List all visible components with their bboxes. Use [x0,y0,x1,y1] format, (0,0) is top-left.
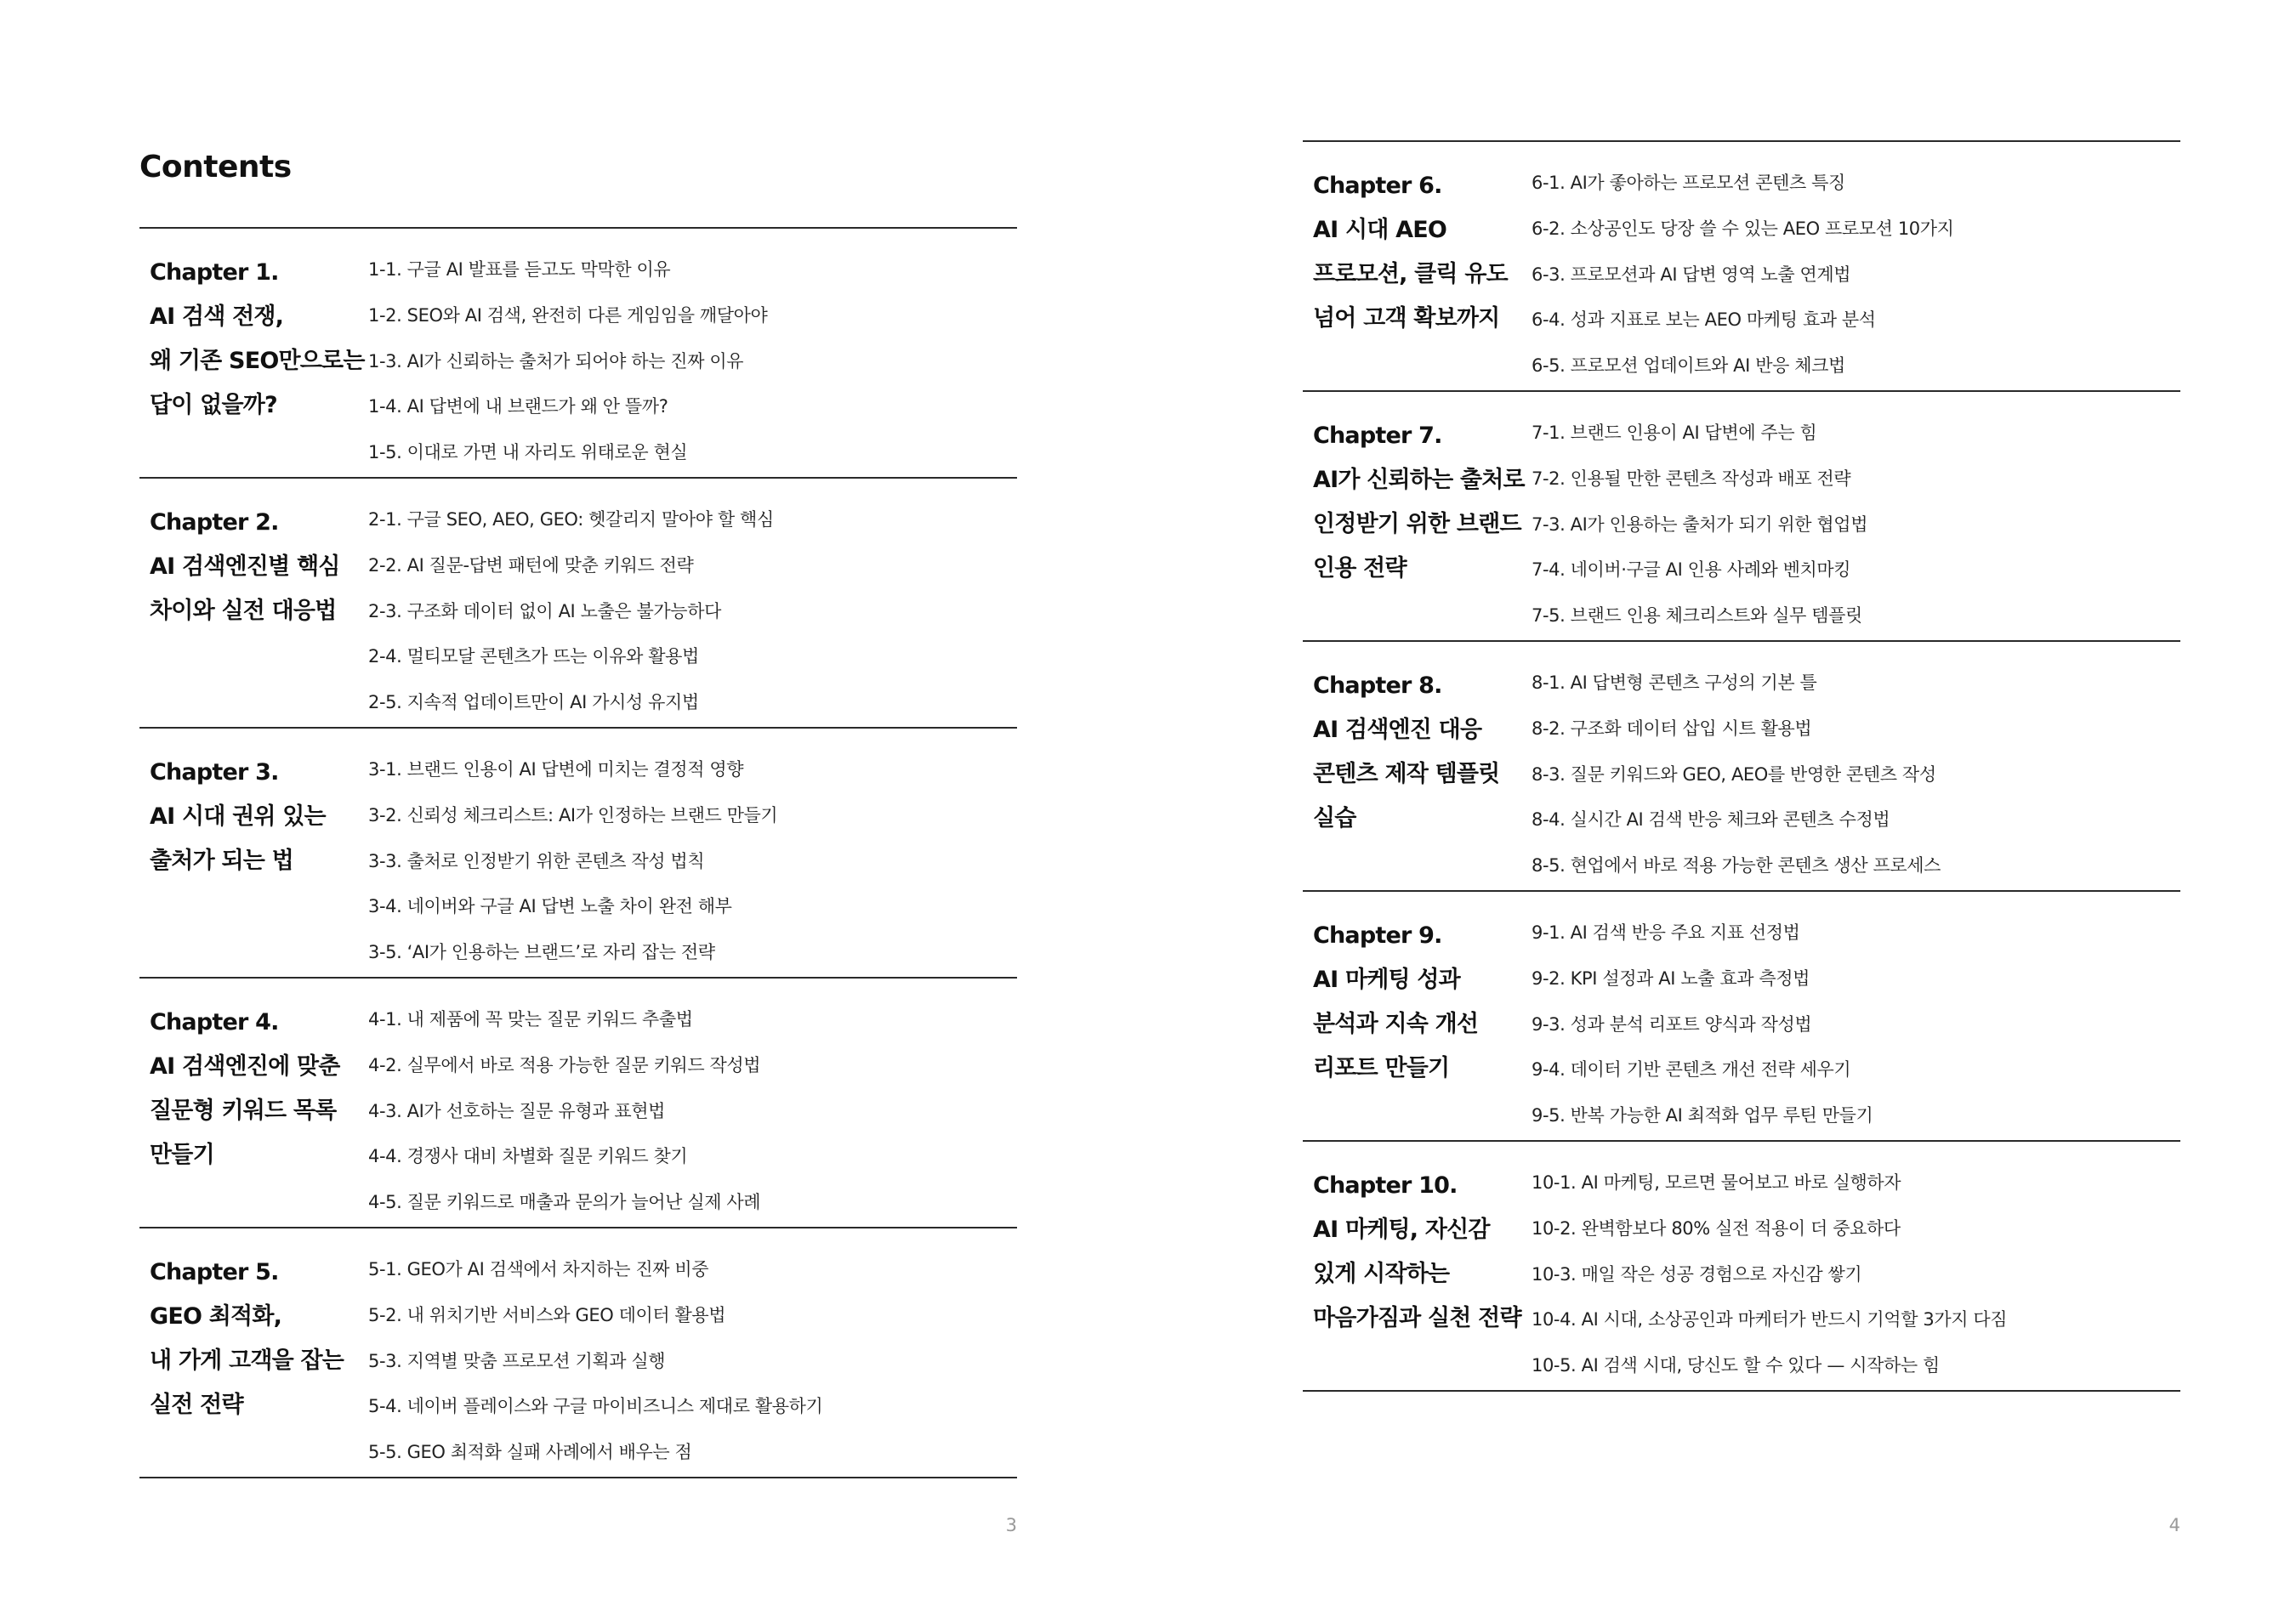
chapter-title-line: 인정받기 위한 브랜드 [1313,511,1521,537]
chapter-header [139,979,368,1227]
chapter-header [1303,142,1532,390]
section-item: 5-2. 내 위치기반 서비스와 GEO 데이터 활용법 [368,1304,726,1325]
section-item: 5-3. 지역별 맞춤 프로모션 기획과 실행 [368,1350,666,1371]
section-item: 3-4. 네이버와 구글 AI 답변 노출 차이 완전 해부 [368,896,732,917]
chapter-number: Chapter 7. [1313,423,1442,449]
chapter-header [139,1228,368,1477]
chapter-title-line: 질문형 키워드 목록 [150,1098,337,1124]
section-list [1532,142,2180,390]
chapter-title-line: AI 마케팅, 자신감 [1313,1217,1490,1243]
section-item: 3-5. ‘AI가 인용하는 브랜드’로 자리 잡는 전략 [368,942,715,963]
chapter-title-line: 실전 전략 [150,1392,243,1418]
section-item: 10-2. 완벽함보다 80% 실전 적용이 더 중요하다 [1532,1217,1901,1239]
section-item: 2-2. AI 질문-답변 패턴에 맞춘 키워드 전략 [368,554,694,576]
section-list [368,729,1017,977]
section-list [368,479,1017,727]
toc-right [1303,140,2180,1392]
chapter-title-line: AI 검색엔진에 맞춘 [150,1053,340,1080]
chapter-header [1303,892,1532,1140]
chapter-title-line: 콘텐츠 제작 템플릿 [1313,761,1500,787]
chapter-title-line: AI 검색엔진별 핵심 [150,553,340,580]
section-item: 5-4. 네이버 플레이스와 구글 마이비즈니스 제대로 활용하기 [368,1396,823,1417]
section-item: 1-2. SEO와 AI 검색, 완전히 다른 게임임을 깨달아야 [368,304,768,326]
section-item: 2-1. 구글 SEO, AEO, GEO: 헷갈리지 말아야 할 핵심 [368,509,774,530]
chapter-number: Chapter 6. [1313,173,1442,199]
section-item: 5-5. GEO 최적화 실패 사례에서 배우는 점 [368,1442,692,1463]
chapter-title-line: AI 시대 AEO [1313,217,1446,243]
section-item: 6-1. AI가 좋아하는 프로모션 콘텐츠 특징 [1532,173,1845,193]
chapter-title-line: 왜 기존 SEO만으로는 [150,348,365,374]
section-list [1532,642,2180,890]
chapter-8 [1303,642,2180,892]
section-item: 9-1. AI 검색 반응 주요 지표 선정법 [1532,922,1800,943]
chapter-title-line: AI가 신뢰하는 출처로 [1313,467,1525,493]
chapter-title-line: 인용 전략 [1313,555,1407,582]
chapter-1 [139,229,1017,479]
chapter-number: Chapter 2. [150,509,279,536]
section-item: 6-4. 성과 지표로 보는 AEO 마케팅 효과 분석 [1532,309,1876,331]
page-number: 3 [1005,1515,1017,1535]
chapter-header [1303,642,1532,890]
chapter-title-line: AI 시대 권위 있는 [150,803,326,830]
section-item: 8-2. 구조화 데이터 삽입 시트 활용법 [1532,718,1812,739]
chapter-header [139,729,368,977]
chapter-title-line: 출처가 되는 법 [150,848,293,874]
section-item: 10-4. AI 시대, 소상공인과 마케터가 반드시 기억할 3가지 다짐 [1532,1309,2008,1330]
chapter-title-line: 마음가짐과 실천 전략 [1313,1305,1521,1331]
chapter-title-line: 분석과 지속 개선 [1313,1011,1479,1037]
section-item: 7-1. 브랜드 인용이 AI 답변에 주는 힘 [1532,423,1817,443]
section-list [1532,1142,2180,1390]
chapter-header [139,479,368,727]
section-list [368,229,1017,477]
chapter-7 [1303,392,2180,642]
chapter-title-line: AI 검색 전쟁, [150,304,284,330]
chapter-10 [1303,1142,2180,1392]
section-item: 7-2. 인용될 만한 콘텐츠 작성과 배포 전략 [1532,468,1851,489]
section-item: 6-5. 프로모션 업데이트와 AI 반응 체크법 [1532,355,1845,377]
section-item: 3-2. 신뢰성 체크리스트: AI가 인정하는 브랜드 만들기 [368,804,778,826]
chapter-title-line: 만들기 [150,1142,214,1168]
section-item: 3-1. 브랜드 인용이 AI 답변에 미치는 결정적 영향 [368,759,744,780]
section-item: 7-4. 네이버·구글 AI 인용 사례와 벤치마킹 [1532,559,1851,581]
chapter-9 [1303,892,2180,1142]
chapter-number: Chapter 10. [1313,1172,1458,1199]
chapter-title-line: AI 검색엔진 대응 [1313,717,1482,743]
section-item: 8-5. 현업에서 바로 적용 가능한 콘텐츠 생산 프로세스 [1532,855,1941,877]
section-item: 1-4. AI 답변에 내 브랜드가 왜 안 뜰까? [368,396,668,417]
page-number: 4 [2168,1515,2180,1535]
section-item: 10-3. 매일 작은 성공 경험으로 자신감 쌓기 [1532,1263,1862,1285]
chapter-2 [139,479,1017,729]
toc-left [139,227,1017,1478]
chapter-header [1303,1142,1532,1390]
chapter-number: Chapter 5. [150,1259,279,1285]
chapter-title-line: 넘어 고객 확보까지 [1313,305,1500,332]
section-item: 1-5. 이대로 가면 내 자리도 위태로운 현실 [368,442,688,463]
section-item: 9-3. 성과 분석 리포트 양식과 작성법 [1532,1013,1812,1035]
section-item: 2-5. 지속적 업데이트만이 AI 가시성 유지법 [368,692,699,713]
section-item: 7-5. 브랜드 인용 체크리스트와 실무 템플릿 [1532,605,1862,627]
section-item: 4-5. 질문 키워드로 매출과 문의가 늘어난 실제 사례 [368,1192,761,1213]
chapter-4 [139,979,1017,1228]
section-item: 10-1. AI 마케팅, 모르면 물어보고 바로 실행하자 [1532,1172,1901,1193]
section-item: 1-1. 구글 AI 발표를 듣고도 막막한 이유 [368,259,671,280]
chapter-number: Chapter 8. [1313,672,1442,699]
section-item: 9-5. 반복 가능한 AI 최적화 업무 루틴 만들기 [1532,1105,1873,1126]
section-item: 2-3. 구조화 데이터 없이 AI 노출은 불가능하다 [368,600,721,621]
chapter-5 [139,1228,1017,1478]
contents-heading: Contents [139,150,292,184]
section-item: 5-1. GEO가 AI 검색에서 차지하는 진짜 비중 [368,1259,709,1279]
right-page [1303,0,2180,1617]
section-item: 4-2. 실무에서 바로 적용 가능한 질문 키워드 작성법 [368,1054,761,1075]
section-item: 9-4. 데이터 기반 콘텐츠 개선 전략 세우기 [1532,1059,1851,1081]
section-list [1532,392,2180,640]
chapter-3 [139,729,1017,979]
chapter-title-line: 프로모션, 클릭 유도 [1313,261,1508,287]
section-item: 4-4. 경쟁사 대비 차별화 질문 키워드 찾기 [368,1146,688,1167]
chapter-title-line: 있게 시작하는 [1313,1261,1450,1287]
section-item: 6-3. 프로모션과 AI 답변 영역 노출 연계법 [1532,264,1851,285]
left-page [139,0,1017,1617]
section-item: 4-1. 내 제품에 꼭 맞는 질문 키워드 추출법 [368,1009,693,1030]
section-list [368,1228,1017,1477]
section-item: 2-4. 멀티모달 콘텐츠가 뜨는 이유와 활용법 [368,646,699,667]
chapter-number: Chapter 1. [150,259,279,286]
chapter-title-line: GEO 최적화, [150,1303,282,1330]
section-item: 6-2. 소상공인도 당장 쓸 수 있는 AEO 프로모션 10가지 [1532,218,1954,239]
section-item: 1-3. AI가 신뢰하는 출처가 되어야 하는 진짜 이유 [368,350,744,372]
chapter-title-line: 답이 없을까? [150,392,277,418]
chapter-number: Chapter 9. [1313,922,1442,949]
section-item: 10-5. AI 검색 시대, 당신도 할 수 있다 — 시작하는 힘 [1532,1355,1940,1376]
section-item: 8-4. 실시간 AI 검색 반응 체크와 콘텐츠 수정법 [1532,809,1890,831]
section-item: 9-2. KPI 설정과 AI 노출 효과 측정법 [1532,967,1810,989]
chapter-title-line: 실습 [1313,805,1356,831]
section-list [1532,892,2180,1140]
chapter-title-line: 리포트 만들기 [1313,1055,1450,1081]
chapter-number: Chapter 3. [150,759,279,786]
section-item: 8-3. 질문 키워드와 GEO, AEO를 반영한 콘텐츠 작성 [1532,763,1936,785]
section-item: 8-1. AI 답변형 콘텐츠 구성의 기본 틀 [1532,672,1817,693]
chapter-title-line: AI 마케팅 성과 [1313,967,1460,993]
chapter-title-line: 내 가게 고객을 잡는 [150,1348,344,1374]
chapter-header [1303,392,1532,640]
section-item: 7-3. AI가 인용하는 출처가 되기 위한 협업법 [1532,513,1868,535]
chapter-title-line: 차이와 실전 대응법 [150,598,337,624]
section-item: 3-3. 출처로 인정받기 위한 콘텐츠 작성 법칙 [368,850,705,871]
chapter-header [139,229,368,477]
chapter-number: Chapter 4. [150,1009,279,1035]
section-list [368,979,1017,1227]
section-item: 4-3. AI가 선호하는 질문 유형과 표현법 [368,1100,666,1121]
chapter-6 [1303,142,2180,392]
